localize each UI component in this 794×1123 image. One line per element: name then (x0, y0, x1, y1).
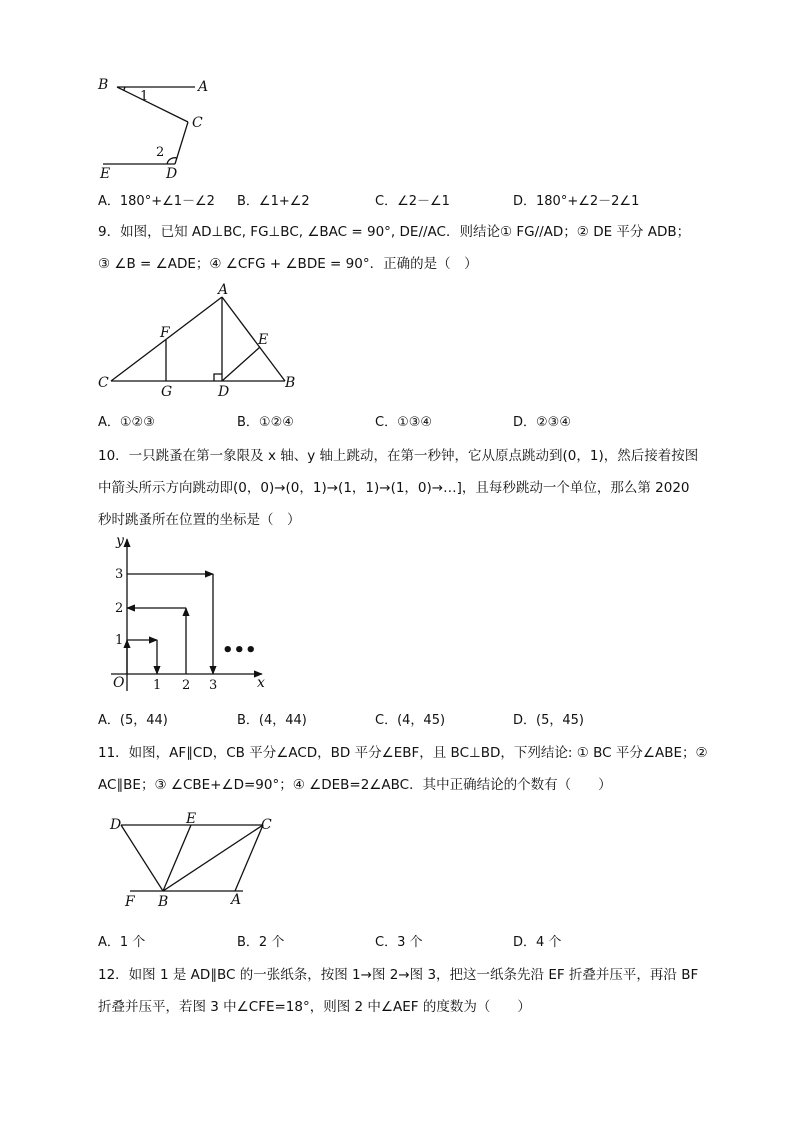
q9-option-d[interactable]: D．②③④ (513, 415, 571, 430)
q9-option-c[interactable]: C．①③④ (375, 415, 433, 430)
label-C: C (98, 375, 109, 391)
q8-figure (95, 72, 235, 182)
q9-stem-line2: ③ ∠B = ∠ADE；④ ∠CFG + ∠BDE = 90°．正确的是（ ） (98, 256, 478, 272)
angle-1-label: 1 (140, 89, 149, 104)
q9-figure (95, 280, 315, 400)
continuation-dots: ••• (222, 640, 257, 661)
label-A: A (231, 892, 242, 908)
q9-option-b[interactable]: B．①②④ (237, 415, 294, 430)
q11-figure (105, 810, 295, 910)
y-tick-1: 1 (115, 633, 124, 648)
label-G: G (161, 384, 173, 400)
q11-stem-line2: AC∥BE；③ ∠CBE+∠D=90°；④ ∠DEB=2∠ABC．其中正确结论的个数有（ ） (98, 777, 612, 793)
label-A: A (198, 79, 209, 95)
axis-y-label: y (116, 533, 124, 549)
q8-option-c[interactable]: C．∠2－∠1 (375, 194, 450, 209)
q11-option-a[interactable]: A．1 个 (98, 935, 146, 950)
q11-option-d[interactable]: D．4 个 (513, 935, 562, 950)
label-C: C (192, 115, 203, 131)
label-A: A (218, 282, 229, 298)
label-E: E (258, 332, 269, 348)
q10-option-d[interactable]: D．(5，45) (513, 713, 584, 728)
y-tick-2: 2 (115, 601, 124, 616)
label-F: F (125, 894, 135, 910)
label-E: E (186, 811, 197, 827)
q12-stem-line1: 12．如图 1 是 AD∥BC 的一张纸条，按图 1→图 2→图 3，把这一纸条先沿 EF 折叠并压平，再沿 BF (98, 967, 699, 983)
label-E: E (100, 166, 111, 182)
q10-stem-line2: 中箭头所示方向跳动即(0，0)→(0，1)→(1，1)→(1，0)→…]，且每秒跳动一个单位，那么第 2020 (98, 480, 690, 496)
axis-x-label: x (257, 675, 265, 691)
q9-stem-line1: 9．如图，已知 AD⊥BC, FG⊥BC, ∠BAC = 90°, DE//AC．则结论① FG//AD；② DE 平分 ADB； (98, 224, 691, 240)
label-B: B (98, 77, 109, 93)
q10-option-c[interactable]: C．(4，45) (375, 713, 446, 728)
q12-stem-line2: 折叠并压平，若图 3 中∠CFE=18°，则图 2 中∠AEF 的度数为（ ） (98, 999, 531, 1015)
origin-label: O (113, 675, 125, 691)
y-tick-3: 3 (115, 567, 124, 582)
label-D: D (218, 384, 230, 400)
x-tick-2: 2 (182, 678, 191, 693)
q8-option-d[interactable]: D．180°+∠2－2∠1 (513, 194, 640, 209)
q8-option-a[interactable]: A．180°+∠1－∠2 (98, 194, 215, 209)
label-B: B (285, 375, 296, 391)
label-C: C (261, 817, 272, 833)
q11-option-b[interactable]: B．2 个 (237, 935, 285, 950)
label-D: D (166, 166, 178, 182)
x-tick-3: 3 (209, 678, 218, 693)
q9-option-a[interactable]: A．①②③ (98, 415, 155, 430)
label-F: F (160, 325, 170, 341)
q11-stem-line1: 11．如图，AF∥CD，CB 平分∠ACD，BD 平分∠EBF，且 BC⊥BD，下列结论: ① BC 平分∠ABE；② (98, 745, 708, 761)
q10-option-b[interactable]: B．(4，44) (237, 713, 307, 728)
q11-option-c[interactable]: C．3 个 (375, 935, 423, 950)
angle-2-label: 2 (156, 145, 165, 160)
q10-stem-line1: 10．一只跳蚤在第一象限及 x 轴、y 轴上跳动，在第一秒钟，它从原点跳动到(0，1)，然后接着按图 (98, 448, 699, 464)
q10-stem-line3: 秒时跳蚤所在位置的坐标是（ ） (98, 512, 301, 528)
label-D: D (110, 817, 122, 833)
q8-option-b[interactable]: B．∠1+∠2 (237, 194, 310, 209)
q10-figure (105, 533, 295, 693)
label-B: B (158, 894, 169, 910)
q10-option-a[interactable]: A．(5，44) (98, 713, 168, 728)
x-tick-1: 1 (153, 678, 162, 693)
